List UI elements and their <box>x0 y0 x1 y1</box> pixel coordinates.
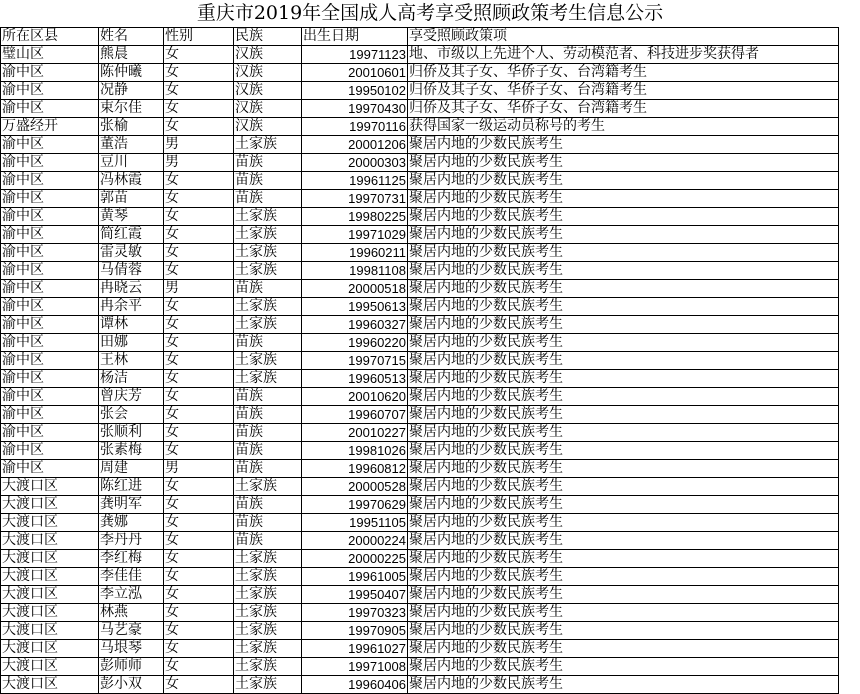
cell-name[interactable]: 简红霞 <box>99 226 164 244</box>
cell-district[interactable]: 渝中区 <box>1 208 99 226</box>
cell-gender[interactable]: 女 <box>164 244 234 262</box>
cell-birth-date[interactable]: 19960211 <box>302 244 408 262</box>
cell-policy[interactable]: 聚居内地的少数民族考生 <box>408 208 839 226</box>
cell-district[interactable]: 渝中区 <box>1 172 99 190</box>
cell-name[interactable]: 马倩蓉 <box>99 262 164 280</box>
cell-birth-date[interactable]: 19950407 <box>302 586 408 604</box>
cell-ethnicity[interactable]: 土家族 <box>234 658 302 676</box>
cell-ethnicity[interactable]: 汉族 <box>234 46 302 64</box>
cell-birth-date[interactable]: 19960220 <box>302 334 408 352</box>
cell-birth-date[interactable]: 20010620 <box>302 388 408 406</box>
table-row <box>1 118 839 136</box>
cell-birth-date[interactable]: 19950613 <box>302 298 408 316</box>
cell-birth-date[interactable]: 19961027 <box>302 640 408 658</box>
table-row <box>1 622 839 640</box>
cell-gender[interactable]: 女 <box>164 388 234 406</box>
cell-ethnicity[interactable]: 苗族 <box>234 172 302 190</box>
cell-ethnicity[interactable]: 土家族 <box>234 622 302 640</box>
cell-district[interactable]: 大渡口区 <box>1 478 99 496</box>
cell-district[interactable]: 渝中区 <box>1 370 99 388</box>
cell-policy[interactable]: 获得国家一级运动员称号的考生 <box>408 118 839 136</box>
header-birth-date[interactable]: 出生日期 <box>302 28 408 46</box>
cell-district[interactable]: 渝中区 <box>1 82 99 100</box>
header-row <box>1 28 839 46</box>
table-row <box>1 46 839 64</box>
cell-gender[interactable]: 女 <box>164 262 234 280</box>
table-row <box>1 532 839 550</box>
cell-birth-date[interactable]: 20000528 <box>302 478 408 496</box>
cell-birth-date[interactable]: 19971123 <box>302 46 408 64</box>
cell-name[interactable]: 冯林霞 <box>99 172 164 190</box>
cell-gender[interactable]: 女 <box>164 478 234 496</box>
cell-name[interactable]: 雷灵敏 <box>99 244 164 262</box>
table-row <box>1 262 839 280</box>
cell-ethnicity[interactable]: 土家族 <box>234 550 302 568</box>
cell-district[interactable]: 大渡口区 <box>1 676 99 694</box>
cell-ethnicity[interactable]: 苗族 <box>234 496 302 514</box>
cell-birth-date[interactable]: 20010601 <box>302 64 408 82</box>
cell-ethnicity[interactable]: 土家族 <box>234 136 302 154</box>
table-row <box>1 424 839 442</box>
cell-policy[interactable]: 聚居内地的少数民族考生 <box>408 226 839 244</box>
cell-gender[interactable]: 女 <box>164 424 234 442</box>
cell-district[interactable]: 渝中区 <box>1 262 99 280</box>
cell-ethnicity[interactable]: 苗族 <box>234 406 302 424</box>
cell-policy[interactable]: 聚居内地的少数民族考生 <box>408 568 839 586</box>
cell-birth-date[interactable]: 19971029 <box>302 226 408 244</box>
cell-gender[interactable]: 男 <box>164 154 234 172</box>
table-body <box>1 46 839 694</box>
cell-policy[interactable]: 归侨及其子女、华侨子女、台湾籍考生 <box>408 82 839 100</box>
cell-birth-date[interactable]: 19960406 <box>302 676 408 694</box>
cell-name[interactable]: 李佳佳 <box>99 568 164 586</box>
cell-name[interactable]: 田娜 <box>99 334 164 352</box>
cell-name[interactable]: 熊晨 <box>99 46 164 64</box>
cell-name[interactable]: 张顺利 <box>99 424 164 442</box>
cell-name[interactable]: 彭师师 <box>99 658 164 676</box>
cell-birth-date[interactable]: 19980225 <box>302 208 408 226</box>
cell-ethnicity[interactable]: 土家族 <box>234 586 302 604</box>
cell-policy[interactable]: 聚居内地的少数民族考生 <box>408 460 839 478</box>
cell-policy[interactable]: 聚居内地的少数民族考生 <box>408 658 839 676</box>
cell-birth-date[interactable]: 19970731 <box>302 190 408 208</box>
cell-ethnicity[interactable]: 汉族 <box>234 82 302 100</box>
cell-ethnicity[interactable]: 土家族 <box>234 208 302 226</box>
table-row <box>1 514 839 532</box>
cell-district[interactable]: 渝中区 <box>1 442 99 460</box>
table-row <box>1 280 839 298</box>
cell-ethnicity[interactable]: 土家族 <box>234 316 302 334</box>
cell-name[interactable]: 龚明军 <box>99 496 164 514</box>
table-row <box>1 82 839 100</box>
cell-district[interactable]: 大渡口区 <box>1 622 99 640</box>
cell-district[interactable]: 大渡口区 <box>1 496 99 514</box>
cell-ethnicity[interactable]: 苗族 <box>234 280 302 298</box>
cell-gender[interactable]: 女 <box>164 64 234 82</box>
cell-policy[interactable]: 聚居内地的少数民族考生 <box>408 298 839 316</box>
header-district[interactable]: 所在区县 <box>1 28 99 46</box>
cell-policy[interactable]: 归侨及其子女、华侨子女、台湾籍考生 <box>408 100 839 118</box>
cell-policy[interactable]: 聚居内地的少数民族考生 <box>408 388 839 406</box>
cell-policy[interactable]: 聚居内地的少数民族考生 <box>408 280 839 298</box>
cell-birth-date[interactable]: 20000303 <box>302 154 408 172</box>
table-row <box>1 442 839 460</box>
cell-ethnicity[interactable]: 苗族 <box>234 532 302 550</box>
cell-district[interactable]: 大渡口区 <box>1 568 99 586</box>
cell-district[interactable]: 大渡口区 <box>1 658 99 676</box>
table-row <box>1 388 839 406</box>
cell-ethnicity[interactable]: 苗族 <box>234 442 302 460</box>
cell-name[interactable]: 周建 <box>99 460 164 478</box>
cell-policy[interactable]: 聚居内地的少数民族考生 <box>408 244 839 262</box>
cell-policy[interactable]: 聚居内地的少数民族考生 <box>408 316 839 334</box>
cell-gender[interactable]: 女 <box>164 658 234 676</box>
cell-ethnicity[interactable]: 汉族 <box>234 100 302 118</box>
cell-policy[interactable]: 聚居内地的少数民族考生 <box>408 352 839 370</box>
cell-gender[interactable]: 女 <box>164 118 234 136</box>
cell-gender[interactable]: 女 <box>164 676 234 694</box>
cell-gender[interactable]: 男 <box>164 460 234 478</box>
cell-district[interactable]: 渝中区 <box>1 280 99 298</box>
cell-name[interactable]: 林燕 <box>99 604 164 622</box>
header-gender[interactable]: 性别 <box>164 28 234 46</box>
cell-name[interactable]: 豆川 <box>99 154 164 172</box>
cell-ethnicity[interactable]: 苗族 <box>234 460 302 478</box>
cell-gender[interactable]: 女 <box>164 316 234 334</box>
cell-ethnicity[interactable]: 土家族 <box>234 262 302 280</box>
table-row <box>1 172 839 190</box>
cell-policy[interactable]: 聚居内地的少数民族考生 <box>408 370 839 388</box>
cell-name[interactable]: 况静 <box>99 82 164 100</box>
cell-birth-date[interactable]: 19970430 <box>302 100 408 118</box>
sheet-title: 重庆市2019年全国成人高考享受照顾政策考生信息公示 <box>196 2 664 24</box>
table-row <box>1 64 839 82</box>
cell-gender[interactable]: 女 <box>164 514 234 532</box>
cell-district[interactable]: 大渡口区 <box>1 640 99 658</box>
cell-birth-date[interactable]: 19970715 <box>302 352 408 370</box>
cell-birth-date[interactable]: 20000518 <box>302 280 408 298</box>
cell-district[interactable]: 渝中区 <box>1 460 99 478</box>
cell-gender[interactable]: 女 <box>164 100 234 118</box>
cell-gender[interactable]: 女 <box>164 586 234 604</box>
cell-name[interactable]: 陈红进 <box>99 478 164 496</box>
cell-policy[interactable]: 聚居内地的少数民族考生 <box>408 550 839 568</box>
table-row <box>1 226 839 244</box>
cell-name[interactable]: 李立泓 <box>99 586 164 604</box>
cell-district[interactable]: 渝中区 <box>1 406 99 424</box>
cell-birth-date[interactable]: 19981026 <box>302 442 408 460</box>
cell-birth-date[interactable]: 19970116 <box>302 118 408 136</box>
cell-birth-date[interactable]: 19960707 <box>302 406 408 424</box>
cell-gender[interactable]: 女 <box>164 334 234 352</box>
table-row <box>1 136 839 154</box>
cell-district[interactable]: 大渡口区 <box>1 550 99 568</box>
cell-birth-date[interactable]: 20010227 <box>302 424 408 442</box>
cell-name[interactable]: 束尔佳 <box>99 100 164 118</box>
cell-policy[interactable]: 聚居内地的少数民族考生 <box>408 154 839 172</box>
cell-name[interactable]: 曾庆芳 <box>99 388 164 406</box>
cell-name[interactable]: 杨洁 <box>99 370 164 388</box>
cell-birth-date[interactable]: 19961005 <box>302 568 408 586</box>
cell-district[interactable]: 渝中区 <box>1 334 99 352</box>
table-row <box>1 604 839 622</box>
cell-policy[interactable]: 聚居内地的少数民族考生 <box>408 172 839 190</box>
cell-name[interactable]: 陈仲曦 <box>99 64 164 82</box>
cell-birth-date[interactable]: 19960812 <box>302 460 408 478</box>
cell-name[interactable]: 郭苗 <box>99 190 164 208</box>
cell-ethnicity[interactable]: 土家族 <box>234 568 302 586</box>
cell-gender[interactable]: 女 <box>164 298 234 316</box>
table-row <box>1 586 839 604</box>
cell-ethnicity[interactable]: 土家族 <box>234 352 302 370</box>
cell-district[interactable]: 大渡口区 <box>1 532 99 550</box>
cell-policy[interactable]: 聚居内地的少数民族考生 <box>408 676 839 694</box>
table-row <box>1 460 839 478</box>
cell-gender[interactable]: 女 <box>164 442 234 460</box>
cell-name[interactable]: 龚娜 <box>99 514 164 532</box>
cell-ethnicity[interactable]: 土家族 <box>234 604 302 622</box>
cell-ethnicity[interactable]: 土家族 <box>234 478 302 496</box>
cell-gender[interactable]: 女 <box>164 568 234 586</box>
table-row <box>1 190 839 208</box>
cell-district[interactable]: 渝中区 <box>1 154 99 172</box>
table-row <box>1 676 839 694</box>
cell-birth-date[interactable]: 19960327 <box>302 316 408 334</box>
cell-policy[interactable]: 聚居内地的少数民族考生 <box>408 478 839 496</box>
cell-policy[interactable]: 聚居内地的少数民族考生 <box>408 334 839 352</box>
cell-gender[interactable]: 男 <box>164 280 234 298</box>
cell-ethnicity[interactable]: 苗族 <box>234 154 302 172</box>
cell-name[interactable]: 李红梅 <box>99 550 164 568</box>
cell-district[interactable]: 璧山区 <box>1 46 99 64</box>
table-row <box>1 478 839 496</box>
cell-policy[interactable]: 聚居内地的少数民族考生 <box>408 424 839 442</box>
cell-policy[interactable]: 聚居内地的少数民族考生 <box>408 190 839 208</box>
table-row <box>1 316 839 334</box>
cell-policy[interactable]: 聚居内地的少数民族考生 <box>408 136 839 154</box>
table-row <box>1 568 839 586</box>
cell-ethnicity[interactable]: 苗族 <box>234 388 302 406</box>
table-row <box>1 658 839 676</box>
cell-policy[interactable]: 聚居内地的少数民族考生 <box>408 496 839 514</box>
cell-policy[interactable]: 归侨及其子女、华侨子女、台湾籍考生 <box>408 64 839 82</box>
cell-policy[interactable]: 地、市级以上先进个人、劳动模范者、科技进步奖获得者 <box>408 46 839 64</box>
cell-gender[interactable]: 女 <box>164 532 234 550</box>
cell-birth-date[interactable]: 19950102 <box>302 82 408 100</box>
cell-district[interactable]: 渝中区 <box>1 424 99 442</box>
cell-district[interactable]: 渝中区 <box>1 388 99 406</box>
table-row <box>1 370 839 388</box>
cell-birth-date[interactable]: 19981108 <box>302 262 408 280</box>
cell-policy[interactable]: 聚居内地的少数民族考生 <box>408 262 839 280</box>
cell-ethnicity[interactable]: 土家族 <box>234 640 302 658</box>
table-row <box>1 244 839 262</box>
cell-name[interactable]: 张素梅 <box>99 442 164 460</box>
cell-ethnicity[interactable]: 苗族 <box>234 514 302 532</box>
cell-name[interactable]: 冉余平 <box>99 298 164 316</box>
cell-birth-date[interactable]: 19971008 <box>302 658 408 676</box>
cell-policy[interactable]: 聚居内地的少数民族考生 <box>408 442 839 460</box>
cell-gender[interactable]: 女 <box>164 172 234 190</box>
cell-birth-date[interactable]: 19960513 <box>302 370 408 388</box>
cell-gender[interactable]: 女 <box>164 190 234 208</box>
cell-name[interactable]: 董浩 <box>99 136 164 154</box>
table-row <box>1 100 839 118</box>
table-row <box>1 334 839 352</box>
cell-gender[interactable]: 女 <box>164 640 234 658</box>
cell-birth-date[interactable]: 20001206 <box>302 136 408 154</box>
cell-district[interactable]: 渝中区 <box>1 136 99 154</box>
cell-ethnicity[interactable]: 苗族 <box>234 424 302 442</box>
cell-district[interactable]: 渝中区 <box>1 316 99 334</box>
table-row <box>1 640 839 658</box>
header-name[interactable]: 姓名 <box>99 28 164 46</box>
table-row <box>1 298 839 316</box>
header-policy[interactable]: 享受照顾政策项 <box>408 28 839 46</box>
cell-district[interactable]: 渝中区 <box>1 244 99 262</box>
cell-name[interactable]: 王林 <box>99 352 164 370</box>
table-row <box>1 406 839 424</box>
table-row <box>1 550 839 568</box>
cell-policy[interactable]: 聚居内地的少数民族考生 <box>408 514 839 532</box>
cell-birth-date[interactable]: 19961125 <box>302 172 408 190</box>
cell-birth-date[interactable]: 19970323 <box>302 604 408 622</box>
table-row <box>1 154 839 172</box>
cell-name[interactable]: 张会 <box>99 406 164 424</box>
cell-birth-date[interactable]: 19951105 <box>302 514 408 532</box>
cell-district[interactable]: 大渡口区 <box>1 586 99 604</box>
cell-gender[interactable]: 女 <box>164 208 234 226</box>
table-row <box>1 208 839 226</box>
cell-policy[interactable]: 聚居内地的少数民族考生 <box>408 640 839 658</box>
cell-gender[interactable]: 女 <box>164 406 234 424</box>
cell-gender[interactable]: 女 <box>164 604 234 622</box>
cell-name[interactable]: 谭林 <box>99 316 164 334</box>
cell-policy[interactable]: 聚居内地的少数民族考生 <box>408 532 839 550</box>
cell-name[interactable]: 马艺豪 <box>99 622 164 640</box>
cell-birth-date[interactable]: 19970905 <box>302 622 408 640</box>
header-ethnicity[interactable]: 民族 <box>234 28 302 46</box>
cell-gender[interactable]: 女 <box>164 370 234 388</box>
cell-policy[interactable]: 聚居内地的少数民族考生 <box>408 586 839 604</box>
cell-gender[interactable]: 女 <box>164 496 234 514</box>
data-table <box>0 27 839 694</box>
cell-district[interactable]: 渝中区 <box>1 352 99 370</box>
cell-gender[interactable]: 女 <box>164 622 234 640</box>
cell-district[interactable]: 大渡口区 <box>1 604 99 622</box>
cell-name[interactable]: 黄琴 <box>99 208 164 226</box>
cell-name[interactable]: 冉晓云 <box>99 280 164 298</box>
cell-gender[interactable]: 男 <box>164 136 234 154</box>
cell-policy[interactable]: 聚居内地的少数民族考生 <box>408 604 839 622</box>
cell-name[interactable]: 张榆 <box>99 118 164 136</box>
cell-ethnicity[interactable]: 土家族 <box>234 226 302 244</box>
cell-ethnicity[interactable]: 土家族 <box>234 676 302 694</box>
table-row <box>1 352 839 370</box>
table-row <box>1 496 839 514</box>
cell-district[interactable]: 大渡口区 <box>1 514 99 532</box>
cell-district[interactable]: 万盛经开 <box>1 118 99 136</box>
cell-ethnicity[interactable]: 汉族 <box>234 118 302 136</box>
cell-ethnicity[interactable]: 苗族 <box>234 334 302 352</box>
cell-name[interactable]: 李丹丹 <box>99 532 164 550</box>
cell-ethnicity[interactable]: 汉族 <box>234 64 302 82</box>
cell-name[interactable]: 马垠琴 <box>99 640 164 658</box>
cell-policy[interactable]: 聚居内地的少数民族考生 <box>408 406 839 424</box>
cell-gender[interactable]: 女 <box>164 82 234 100</box>
cell-district[interactable]: 渝中区 <box>1 226 99 244</box>
cell-gender[interactable]: 女 <box>164 550 234 568</box>
cell-gender[interactable]: 女 <box>164 46 234 64</box>
cell-ethnicity[interactable]: 苗族 <box>234 190 302 208</box>
cell-district[interactable]: 渝中区 <box>1 298 99 316</box>
cell-name[interactable]: 彭小双 <box>99 676 164 694</box>
cell-ethnicity[interactable]: 土家族 <box>234 370 302 388</box>
cell-birth-date[interactable]: 19970629 <box>302 496 408 514</box>
cell-district[interactable]: 渝中区 <box>1 64 99 82</box>
cell-gender[interactable]: 女 <box>164 352 234 370</box>
cell-gender[interactable]: 女 <box>164 226 234 244</box>
cell-ethnicity[interactable]: 土家族 <box>234 244 302 262</box>
cell-district[interactable]: 渝中区 <box>1 190 99 208</box>
cell-ethnicity[interactable]: 土家族 <box>234 298 302 316</box>
cell-district[interactable]: 渝中区 <box>1 100 99 118</box>
cell-birth-date[interactable]: 20000224 <box>302 532 408 550</box>
cell-policy[interactable]: 聚居内地的少数民族考生 <box>408 622 839 640</box>
cell-birth-date[interactable]: 20000225 <box>302 550 408 568</box>
